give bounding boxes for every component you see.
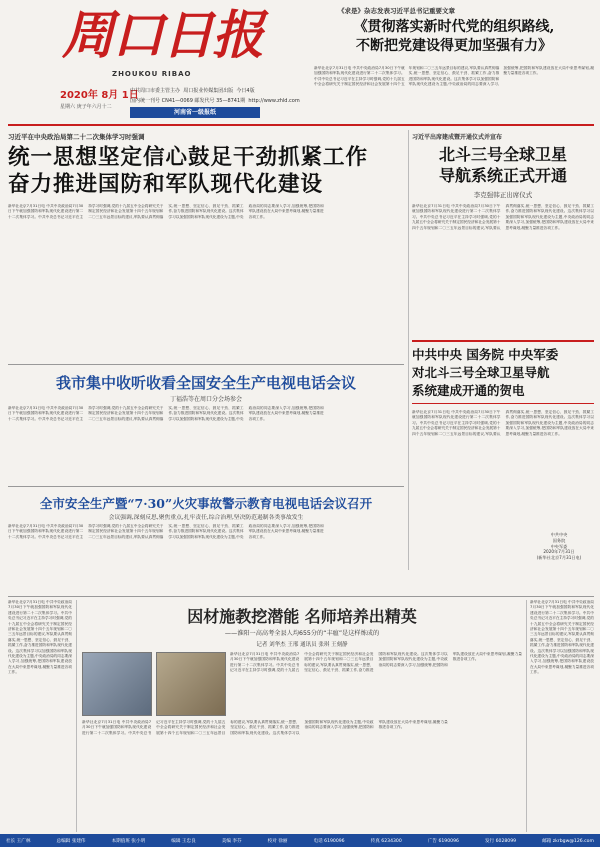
footer-item: 电话 6190096 — [313, 838, 345, 844]
beidou-subhead: 李克强韩正出席仪式 — [473, 191, 533, 199]
school-story — [8, 600, 594, 832]
footer-item: 校对 徐丽 — [267, 838, 288, 844]
footer-item: 广告 6190096 — [427, 838, 459, 844]
lead-story — [8, 130, 404, 360]
footer-bar — [0, 834, 600, 847]
date-line: 2020年 8月 1日 — [60, 90, 139, 101]
school-right-divider — [526, 600, 527, 832]
congrats-headline-box: 中共中央 国务院 中央军委 对北斗三号全球卫星导航 系统建成开通的贺电 — [412, 340, 594, 404]
safety-story — [8, 364, 404, 482]
fire-subhead: 会议强调,深刻反思,聚焦重点,扎牢责任,综合治理,坚决防范遏制各类事故发生 — [108, 515, 304, 521]
footer-item: 发行 6028099 — [484, 838, 517, 844]
school-left-divider — [76, 600, 77, 832]
beidou-kicker: 习近平出席建成暨开通仪式并宣布 — [412, 134, 503, 141]
footer-item: 社长 王广林 — [6, 838, 31, 844]
beidou-body: 新华社北京7月31日电 中共中央政治局7月30日下午就加强国防和军队现代化建设进行第二十二次集体学习。中共中央总书记习近平在主持学习时强调,党的十九届五中全会将研究关于制定国民经济和社会发展第十四个五年规划和二〇三五年远景目标的建议,军队要认真贯彻落实,统一思想、坚定信心、鼓足干劲、抓紧工作,奋力推进国防和军队现代化建设。这次集体学习以加强国防和军队现代化建设为主题,中央政治局的同志要深入学习,加强统筹,把国防和军队建设放在大局中来思考谋划,凝聚力量推进各项工作。 — [412, 204, 594, 230]
footer-item: 传真 6234300 — [370, 838, 402, 844]
school-right-column: 新华社北京7月31日电 中共中央政治局7月30日下午就加强国防和军队现代化建设进行第二十二次集体学习。中共中央总书记习近平在主持学习时强调,党的十九届五中全会将研究关于制定国民经济和社会发展第十四个五年规划和二〇三五年远景目标的建议,军队要认真贯彻落实,统一思想、坚定信心、鼓足干劲、抓紧工作,奋力推进国防和军队现代化建设。这次集体学习以加强国防和军队现代化建设为主题,中央政治局的同志要深入学习,加强统筹,把国防和军队建设放在大局中来思考谋划,凝聚力量推进各项工作。 — [530, 600, 594, 675]
qiushi-kicker: 《求是》杂志发表习近平总书记重要文章 — [338, 7, 455, 15]
province-badge: 河南省一级报纸 — [130, 107, 260, 118]
school-byline: 记者 刘华杰 王邢 通讯员 张琪 王刻静 — [256, 642, 348, 648]
footer-item: 美编 李芬 — [221, 838, 242, 844]
school-body-upper: 新华社北京7月31日电 中共中央政治局7月30日下午就加强国防和军队现代化建设进行第二十二次集体学习。中共中央总书记习近平在主持学习时强调,党的十九届五中全会将研究关于制定国民经济和社会发展第十四个五年规划和二〇三五年远景目标的建议,军队要认真贯彻落实,统一思想、坚定信心、鼓足干劲、抓紧工作,奋力推进国防和军队现代化建设。这次集体学习以加强国防和军队现代化建设为主题,中央政治局的同志要深入学习,加强统筹,把国防和军队建设放在大局中来思考谋划,凝聚力量推进各项工作。 — [230, 652, 522, 673]
safety-top-rule — [8, 364, 404, 365]
footer-item: 总编辑 张建伟 — [56, 838, 86, 844]
lead-headline: 统一思想坚定信心鼓足干劲抓紧工作 奋力推进国防和军队现代化建设 — [8, 145, 369, 197]
masthead — [0, 0, 600, 124]
newspaper-logo: 周口日报 — [62, 5, 263, 66]
fire-warning-story — [8, 486, 404, 592]
fire-headline: 全市安全生产暨“7·30”火灾事故警示教育电视电话会议召开 — [39, 496, 373, 511]
footer-item: 邮箱 zkrbgw@126.com — [542, 838, 594, 844]
congrats-story — [412, 340, 594, 572]
cn-code-line: 国内统一刊号 CN41—0069 邮发代号 35—8741期 http://www.zhld.com — [130, 98, 300, 104]
fire-top-rule — [8, 486, 404, 487]
safety-subhead: 丁福浩等在周口分会场参会 — [169, 396, 242, 403]
footer-item: 本期值班 张小明 — [111, 838, 146, 844]
school-body: 新华社北京7月31日电 中共中央政治局7月30日下午就加强国防和军队现代化建设进行第二十二次集体学习。中共中央总书记习近平在主持学习时强调,党的十九届五中全会将研究关于制定国民经济和社会发展第十四个五年规划和二〇三五年远景目标的建议,军队要认真贯彻落实,统一思想、坚定信心、鼓足干劲、抓紧工作,奋力推进国防和军队现代化建设。这次集体学习以加强国防和军队现代化建设为主题,中央政治局的同志要深入学习,加强统筹,把国防和军队建设放在大局中来思考谋划,凝聚力量推进各项工作。 — [82, 720, 448, 735]
congrats-body: 新华社北京7月31日电 中共中央政治局7月30日下午就加强国防和军队现代化建设进行第二十二次集体学习。中共中央总书记习近平在主持学习时强调,党的十九届五中全会将研究关于制定国民经济和社会发展第十四个五年规划和二〇三五年远景目标的建议,军队要认真贯彻落实,统一思想、坚定信心、鼓足干劲、抓紧工作,奋力推进国防和军队现代化建设。这次集体学习以加强国防和军队现代化建设为主题,中央政治局的同志要深入学习,加强统筹,把国防和军队建设放在大局中来思考谋划,凝聚力量推进各项工作。 — [412, 410, 594, 436]
fire-body: 新华社北京7月31日电 中共中央政治局7月30日下午就加强国防和军队现代化建设进行第二十二次集体学习。中共中央总书记习近平在主持学习时强调,党的十九届五中全会将研究关于制定国民经济和社会发展第十四个五年规划和二〇三五年远景目标的建议,军队要认真贯彻落实,统一思想、坚定信心、鼓足干劲、抓紧工作,奋力推进国防和军队现代化建设。这次集体学习以加强国防和军队现代化建设为主题,中央政治局的同志要深入学习,加强统筹,把国防和军队建设放在大局中来思考谋划,凝聚力量推进各项工作。 — [8, 524, 324, 539]
beidou-headline: 北斗三号全球卫星 导航系统正式开通 — [438, 145, 567, 185]
column-divider — [408, 130, 409, 570]
school-headline: 因材施教挖潜能 名师培养出精英 — [187, 607, 417, 626]
section-divider — [8, 596, 594, 597]
lunar-date: 星期六 庚子年六月十二 — [60, 104, 112, 110]
school-subhead: ——淮阳一高高考全县人均655分的“丰瘟”是这样炼成的 — [224, 630, 380, 637]
school-left-column: 新华社北京7月31日电 中共中央政治局7月30日下午就加强国防和军队现代化建设进行第二十二次集体学习。中共中央总书记习近平在主持学习时强调,党的十九届五中全会将研究关于制定国民经济和社会发展第十四个五年规划和二〇三五年远景目标的建议,军队要认真贯彻落实,统一思想、坚定信心、鼓足干劲、抓紧工作,奋力推进国防和军队现代化建设。这次集体学习以加强国防和军队现代化建设为主题,中央政治局的同志要深入学习,加强统筹,把国防和军队建设放在大局中来思考谋划,凝聚力量推进各项工作。 — [8, 600, 72, 675]
qiushi-headline: 《贯彻落实新时代党的组织路线, 不断把党建设得更加坚强有力》 — [353, 19, 555, 54]
congrats-signoff: 中共中央 国务院 中央军委 2020年7月31日 (新华社北京7月31日电) — [536, 532, 582, 561]
lead-body: 新华社北京7月31日电 中共中央政治局7月30日下午就加强国防和军队现代化建设进行第二十二次集体学习。中共中央总书记习近平在主持学习时强调,党的十九届五中全会将研究关于制定国民经济和社会发展第十四个五年规划和二〇三五年远景目标的建议,军队要认真贯彻落实,统一思想、坚定信心、鼓足干劲、抓紧工作,奋力推进国防和军队现代化建设。这次集体学习以加强国防和军队现代化建设为主题,中央政治局的同志要深入学习,加强统筹,把国防和军队建设放在大局中来思考谋划,凝聚力量推进各项工作。 — [8, 204, 324, 219]
safety-headline: 我市集中收听收看全国安全生产电视电话会议 — [55, 374, 356, 392]
masthead-rule — [8, 124, 594, 126]
school-photo-2 — [156, 652, 226, 716]
lead-kicker: 习近平在中央政治局第二十二次集体学习时强调 — [8, 133, 145, 141]
qiushi-body: 新华社北京7月31日电 中共中央政治局7月30日下午就加强国防和军队现代化建设进行第二十二次集体学习。中共中央总书记习近平在主持学习时强调,党的十九届五中全会将研究关于制定国民经济和社会发展第十四个五年规划和二〇三五年远景目标的建议,军队要认真贯彻落实,统一思想、坚定信心、鼓足干劲、抓紧工作,奋力推进国防和军队现代化建设。这次集体学习以加强国防和军队现代化建设为主题,中央政治局的同志要深入学习,加强统筹,把国防和军队建设放在大局中来思考谋划,凝聚力量推进各项工作。 — [314, 66, 594, 87]
school-photo-1 — [82, 652, 152, 716]
beidou-story — [412, 130, 594, 335]
newspaper-pinyin: ZHOUKOU RIBAO — [112, 70, 192, 78]
publisher-line: 中共周口市委主管主办 周口报业传媒集团出版 今日4版 — [130, 88, 255, 94]
footer-item: 编辑 王忠良 — [171, 838, 196, 844]
safety-body: 新华社北京7月31日电 中共中央政治局7月30日下午就加强国防和军队现代化建设进行第二十二次集体学习。中共中央总书记习近平在主持学习时强调,党的十九届五中全会将研究关于制定国民经济和社会发展第十四个五年规划和二〇三五年远景目标的建议,军队要认真贯彻落实,统一思想、坚定信心、鼓足干劲、抓紧工作,奋力推进国防和军队现代化建设。这次集体学习以加强国防和军队现代化建设为主题,中央政治局的同志要深入学习,加强统筹,把国防和军队建设放在大局中来思考谋划,凝聚力量推进各项工作。 — [8, 406, 324, 421]
